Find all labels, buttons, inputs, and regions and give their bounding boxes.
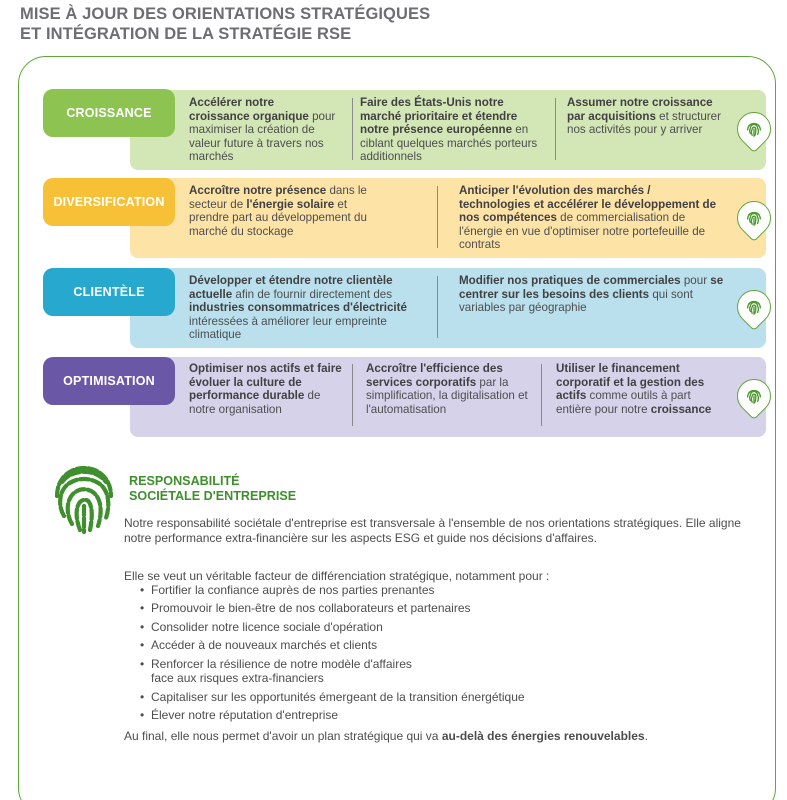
pill-clientele: CLIENTÈLE [43, 268, 175, 316]
list-item: • Capitaliser sur les opportunités émergeant de la transition énergétique [140, 690, 525, 705]
croissance-cell-1: Accélérer notre croissance organique pour maximiser la création de valeur future à travers nos marchés [189, 96, 336, 164]
list-item-continuation: face aux risques extra-financiers [151, 671, 324, 686]
fingerprint-icon [745, 209, 763, 227]
title-line-1: MISE À JOUR DES ORIENTATIONS STRATÉGIQUES [20, 5, 431, 23]
separator [352, 98, 353, 160]
fingerprint-icon [52, 462, 116, 534]
fingerprint-icon [745, 298, 763, 316]
rse-title-line-1: RESPONSABILITÉ [129, 474, 240, 488]
pill-optimisation: OPTIMISATION [43, 357, 175, 405]
title-line-2: ET INTÉGRATION DE LA STRATÉGIE RSE [20, 25, 352, 43]
list-item: • Consolider notre licence sociale d'opération [140, 620, 525, 635]
croissance-cell-2: Faire des États-Unis notre marché prioritaire et étendre notre présence européenne en ciblant quelques marchés porteurs additionnels [360, 96, 538, 164]
optimisation-cell-3: Utiliser le financement corporatif et la gestion des actifs comme outils à part entière pour notre croissance [556, 362, 712, 416]
rse-final-text: Au final, elle nous permet d'avoir un plan stratégique qui va au-delà des énergies renouvelables. [124, 729, 648, 743]
list-item: • Élever notre réputation d'entreprise [140, 708, 525, 723]
list-item: • Renforcer la résilience de notre modèle d'affaires [140, 657, 525, 672]
page-title [20, 4, 430, 44]
clientele-cell-2: Modifier nos pratiques de commerciales pour se centrer sur les besoins des clients qui sont variables par géographie [459, 274, 724, 315]
list-item: • Fortifier la confiance auprès de nos parties prenantes [140, 583, 525, 598]
fingerprint-icon [745, 387, 763, 405]
optimisation-cell-1: Optimiser nos actifs et faire évoluer la culture de performance durable de notre organisation [189, 362, 342, 416]
clientele-cell-1: Développer et étendre notre clientèle actuelle afin de fournir directement des industries consommatrices d'électricité intéressées à améliorer leur empreinte climatique [189, 274, 407, 342]
separator [437, 276, 438, 338]
optimisation-cell-2: Accroître l'efficience des services corporatifs par la simplification, la digitalisation et l'automatisation [366, 362, 528, 416]
rse-title-line-2: SOCIÉTALE D'ENTREPRISE [129, 489, 297, 503]
diversification-cell-2: Anticiper l'évolution des marchés / technologies et accélérer le développement de nos compétences de commercialisation de l'énergie en vue d'optimiser notre portefeuille de contrats [459, 184, 717, 252]
pill-diversification: DIVERSIFICATION [43, 178, 175, 226]
list-item: • Promouvoir le bien-être de nos collaborateurs et partenaires [140, 601, 525, 616]
separator [352, 364, 353, 426]
fingerprint-icon [745, 120, 763, 138]
rse-paragraph-1: Notre responsabilité sociétale d'entreprise est transversale à l'ensemble de nos orientations stratégiques. Elle aligne notre performance extra-financière sur les aspects ESG et guide nos décisions d'affaires. [124, 516, 741, 545]
separator [555, 98, 556, 160]
list-item: • Accéder à de nouveaux marchés et clients [140, 638, 525, 653]
diversification-cell-1: Accroître notre présence dans le secteur de l'énergie solaire et prendre part au développement du marché du stockage [189, 184, 367, 238]
separator [541, 364, 542, 426]
croissance-cell-3: Assumer notre croissance par acquisitions et structurer nos activités pour y arriver [567, 96, 721, 137]
pill-croissance: CROISSANCE [43, 89, 175, 137]
rse-title [129, 474, 296, 504]
rse-bullet-list [140, 583, 525, 726]
separator [437, 186, 438, 248]
rse-paragraph-2: Elle se veut un véritable facteur de différenciation stratégique, notamment pour : [124, 569, 550, 583]
